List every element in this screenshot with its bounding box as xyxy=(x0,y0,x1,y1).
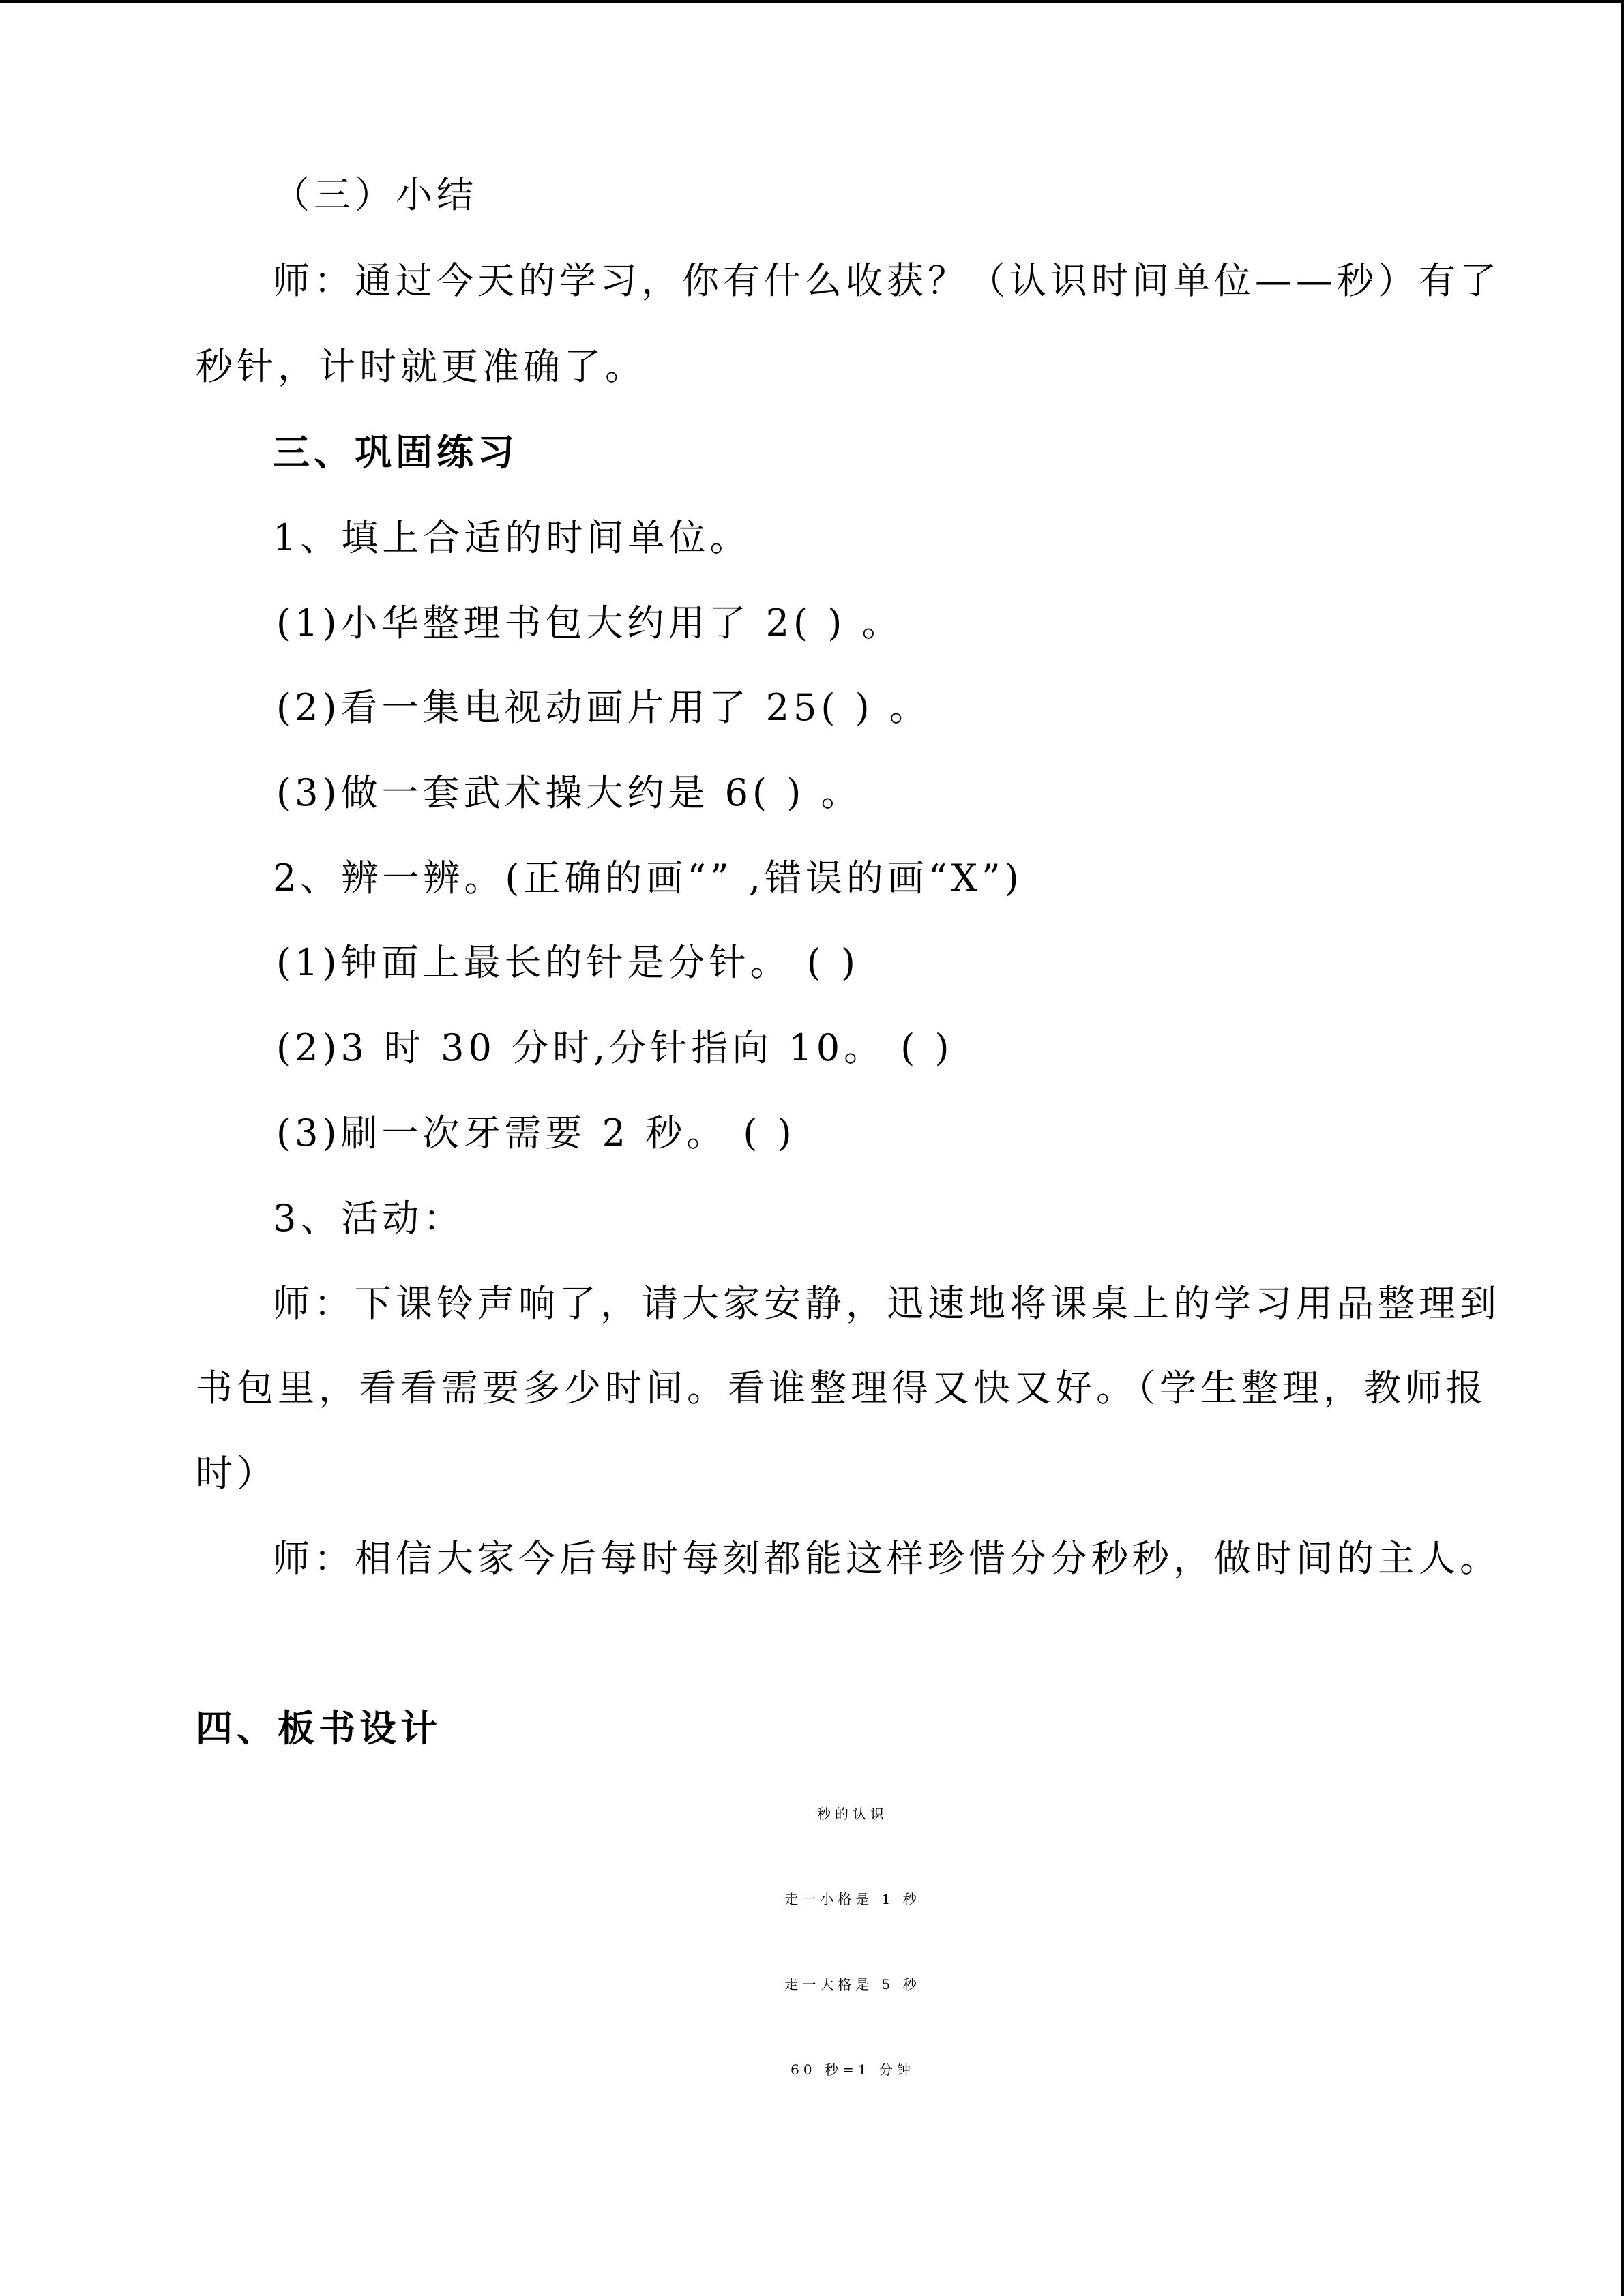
q1-item-3: (3)做一套武术操大约是 6( ) 。 xyxy=(276,771,862,814)
q3-para1-line3: 时） xyxy=(196,1452,278,1495)
top-border-line xyxy=(0,0,1624,3)
q2-item-1: (1)钟面上最长的针是分针。 ( ) xyxy=(276,941,859,984)
q3-title: 3、活动： xyxy=(273,1197,464,1240)
q2-item-3: (3)刷一次牙需要 2 秒。 ( ) xyxy=(276,1112,796,1154)
q3-para1-line2: 书包里，看看需要多少时间。看谁整理得又快又好。（学生整理，教师报 xyxy=(196,1367,1487,1410)
board-line-2: 走一大格是 5 秒 xyxy=(784,1976,921,1993)
summary-heading: （三）小结 xyxy=(273,173,477,216)
section3-heading: 三、巩固练习 xyxy=(273,431,518,474)
q3-para2: 师：相信大家今后每时每刻都能这样珍惜分分秒秒，做时间的主人。 xyxy=(273,1537,1501,1580)
board-line-1: 走一小格是 1 秒 xyxy=(784,1891,921,1907)
q2-title: 2、辨一辨。(正确的画“” ,错误的画“X”) xyxy=(273,856,1023,899)
q1-item-1: (1)小华整理书包大约用了 2( ) 。 xyxy=(276,601,903,644)
q3-para1-line1: 师：下课铃声响了，请大家安静，迅速地将课桌上的学习用品整理到 xyxy=(273,1282,1501,1325)
right-border-line xyxy=(1621,0,1624,2296)
board-title: 秒的认识 xyxy=(817,1806,888,1822)
board-line-3: 60 秒=1 分钟 xyxy=(791,2061,915,2078)
summary-teacher-line2: 秒针，计时就更准确了。 xyxy=(196,345,646,388)
summary-teacher-line1: 师：通过今天的学习，你有什么收获？（认识时间单位——秒）有了 xyxy=(273,259,1501,302)
q1-title: 1、填上合适的时间单位。 xyxy=(273,516,751,559)
section4-heading: 四、板书设计 xyxy=(196,1707,441,1750)
q1-item-2: (2)看一集电视动画片用了 25( ) 。 xyxy=(276,686,930,729)
q2-item-2: (2)3 时 30 分时,分针指向 10。 ( ) xyxy=(276,1026,954,1069)
